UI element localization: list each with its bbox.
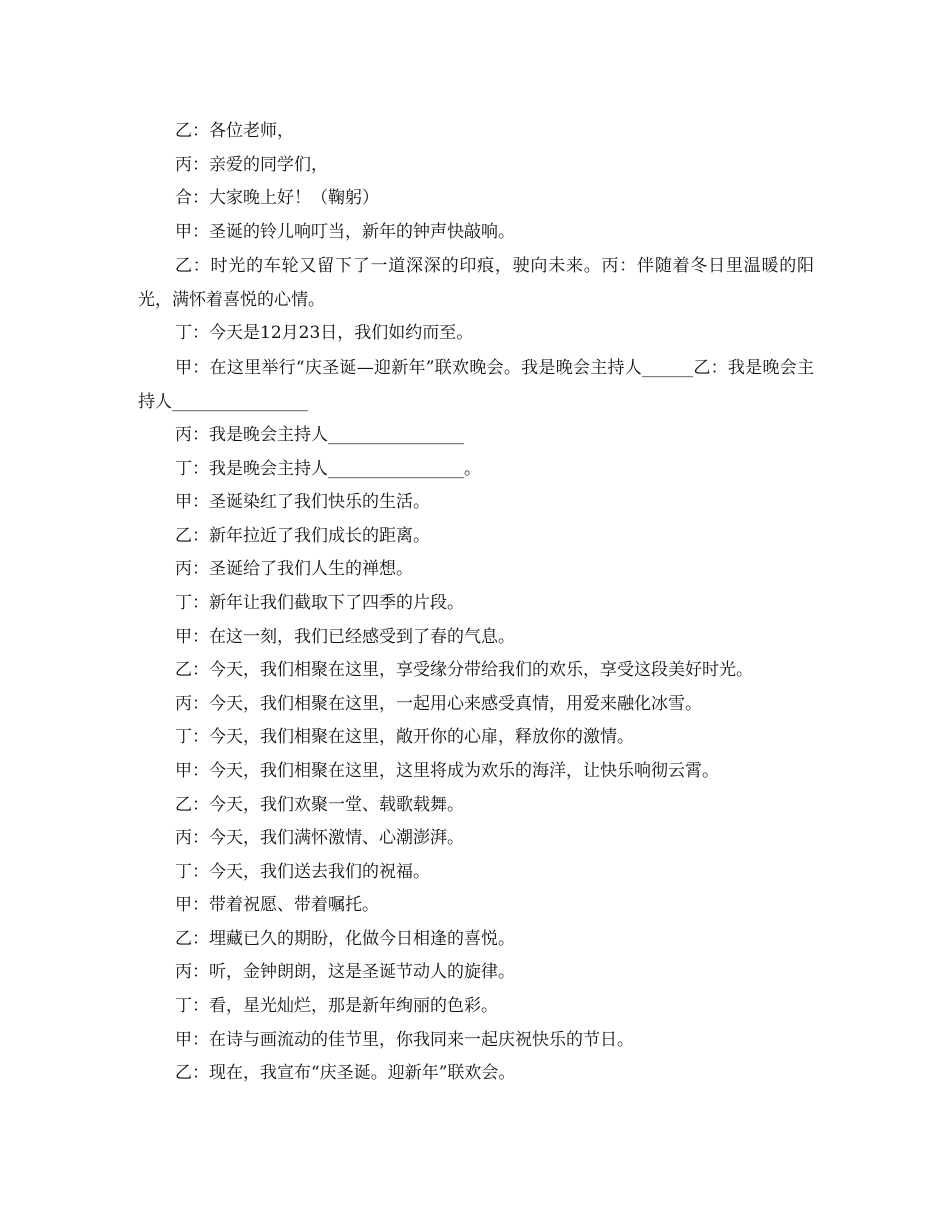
dialogue-line: 乙：新年拉近了我们成长的距离。	[175, 525, 430, 546]
dialogue-line: 合：大家晚上好！（鞠躬）	[175, 188, 379, 209]
dialogue-line: 丁：今天，我们相聚在这里，敞开你的心扉，释放你的激情。	[175, 727, 634, 748]
dialogue-line: 甲：在这里举行“庆圣诞—迎新年”联欢晚会。我是晚会主持人______乙：我是晚会主持人________________	[138, 357, 814, 412]
dialogue-line: 丁：今天，我们送去我们的祝福。	[175, 861, 430, 882]
dialogue-line: 丙：听，金钟朗朗，这是圣诞节动人的旋律。	[175, 962, 515, 983]
dialogue-line: 乙：埋藏已久的期盼，化做今日相逢的喜悦。	[175, 928, 515, 949]
dialogue-line: 乙：现在，我宣布“庆圣诞。迎新年”联欢会。	[175, 1063, 516, 1084]
dialogue-line: 丁：我是晚会主持人________________。	[175, 458, 481, 479]
dialogue-line: 丙：圣诞给了我们人生的禅想。	[175, 559, 413, 580]
dialogue-line: 乙：今天，我们欢聚一堂、载歌载舞。	[175, 794, 464, 815]
script-text-body	[138, 115, 814, 1091]
dialogue-line: 甲：圣诞染红了我们快乐的生活。	[175, 492, 430, 513]
dialogue-line: 甲：在诗与画流动的佳节里，你我同来一起庆祝快乐的节日。	[175, 1029, 634, 1050]
dialogue-line: 丙：今天，我们相聚在这里，一起用心来感受真情，用爱来融化冰雪。	[175, 693, 702, 714]
dialogue-line: 乙：时光的车轮又留下了一道深深的印痕，驶向未来。丙：伴随着冬日里温暖的阳光，满怀着喜悦的心情。	[138, 256, 814, 311]
dialogue-line: 丁：看，星光灿烂，那是新年绚丽的色彩。	[175, 996, 498, 1017]
dialogue-line: 乙：各位老师，	[175, 121, 294, 141]
dialogue-line: 丙：我是晚会主持人________________	[175, 424, 464, 445]
dialogue-line: 乙：今天，我们相聚在这里，享受缘分带给我们的欢乐，享受这段美好时光。	[175, 660, 753, 681]
dialogue-line: 甲：带着祝愿、带着嘱托。	[175, 895, 379, 916]
dialogue-line: 甲：圣诞的铃儿响叮当，新年的钟声快敲响。	[175, 221, 515, 242]
dialogue-line: 甲：今天，我们相聚在这里，这里将成为欢乐的海洋，让快乐响彻云霄。	[175, 760, 719, 781]
dialogue-line: 丁：新年让我们截取下了四季的片段。	[175, 592, 464, 613]
dialogue-line: 丙：亲爱的同学们，	[175, 154, 328, 175]
dialogue-line: 丙：今天，我们满怀激情、心潮澎湃。	[175, 828, 464, 849]
dialogue-line: 甲：在这一刻，我们已经感受到了春的气息。	[175, 626, 515, 647]
dialogue-line: 丁：今天是12月23日，我们如约而至。	[175, 323, 474, 344]
